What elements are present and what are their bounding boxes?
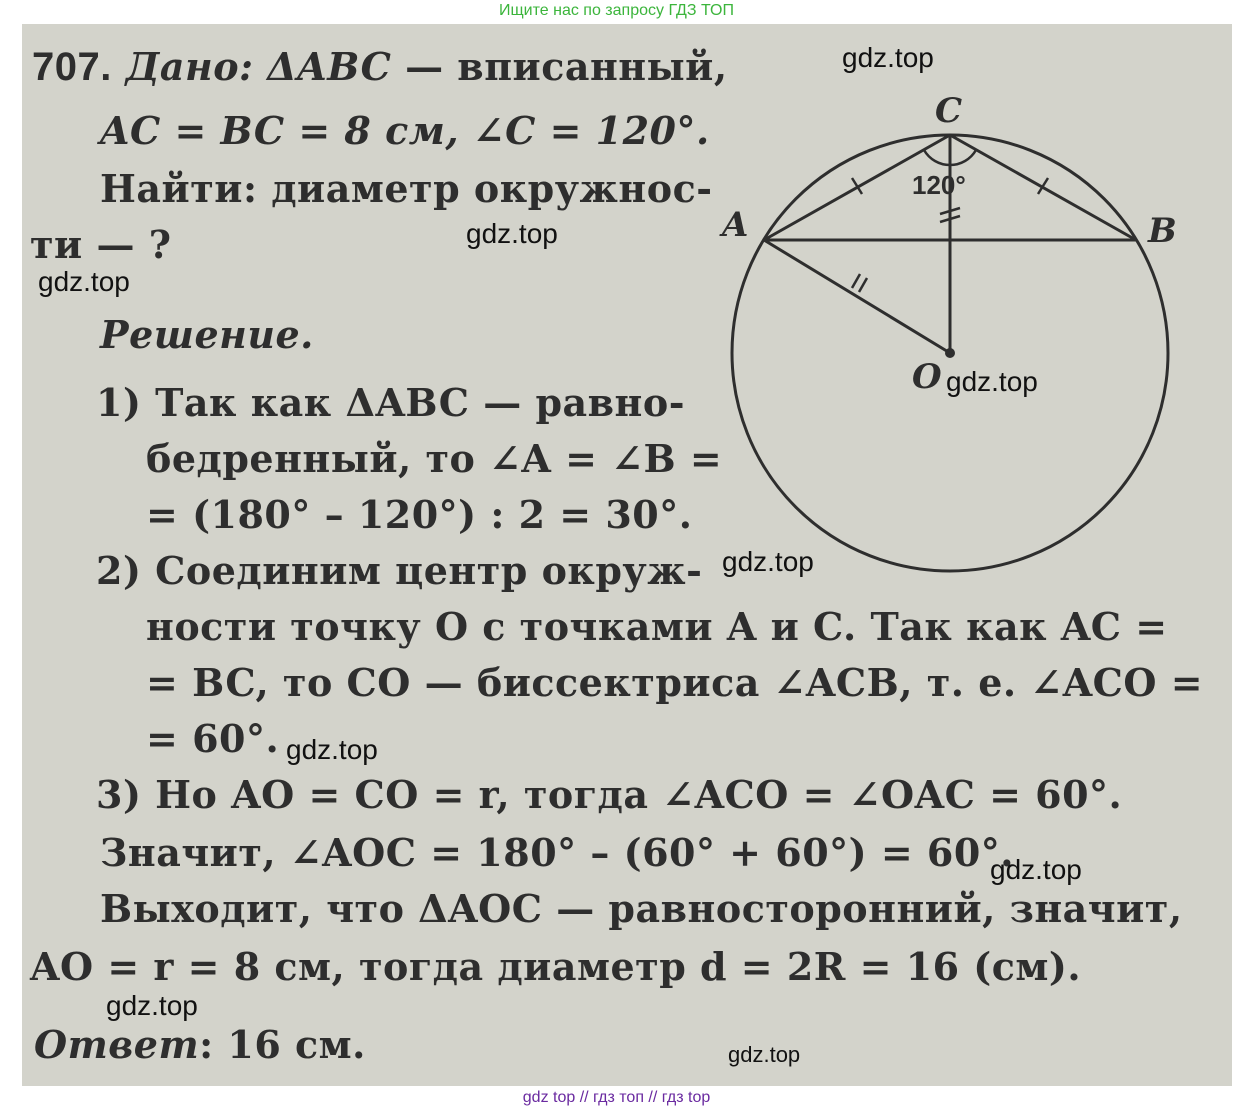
step-3-line-2: Значит, ∠AOC = 180° – (60° + 60°) = 60°. <box>100 830 1015 875</box>
top-banner[interactable]: Ищите нас по запросу ГДЗ ТОП <box>499 2 734 19</box>
label-a: A <box>722 205 749 245</box>
step-3-line-4: AO = r = 8 см, тогда диаметр d = 2R = 16 (см). <box>30 944 1082 989</box>
step-3-line-3: Выходит, что ΔAOC — равносторонний, значит, <box>100 886 1183 931</box>
find-line-cont: ти — ? <box>30 222 172 267</box>
watermark: gdz.top <box>286 734 378 765</box>
answer-value: : 16 см. <box>199 1022 366 1067</box>
step-2-line-2: ности точку O с точками A и C. Так как AC = <box>146 604 1168 649</box>
watermark: gdz.top <box>38 266 130 297</box>
answer-line <box>34 1022 366 1067</box>
label-b: B <box>1148 211 1177 251</box>
center-point <box>945 348 955 358</box>
watermark: gdz.top <box>106 990 198 1021</box>
answer-label: Ответ <box>34 1022 200 1067</box>
segment-ao <box>764 240 950 353</box>
watermark: gdz.top <box>466 218 558 249</box>
find-line: Найти: диаметр окружнос- <box>100 166 713 211</box>
step-1-line-1: 1) Так как ΔABC — равно- <box>96 380 685 425</box>
given-label: Дано: ΔABC <box>125 44 392 89</box>
step-2-line-3: = BC, то CO — биссектриса ∠ACB, т. е. ∠ACO = <box>146 660 1204 705</box>
label-o: O <box>912 357 942 397</box>
label-c: C <box>935 91 963 131</box>
angle-label: 120° <box>912 170 966 200</box>
step-1-line-2: бедренный, то ∠A = ∠B = <box>146 436 723 481</box>
watermark: gdz.top <box>722 546 814 577</box>
watermark: gdz.top <box>842 42 934 73</box>
step-3-line-1: 3) Но AO = CO = r, тогда ∠ACO = ∠OAC = 60°. <box>96 772 1123 817</box>
tick-ao-2 <box>859 278 867 292</box>
problem-line-1 <box>32 44 728 90</box>
step-2-line-4: = 60°. <box>146 716 280 761</box>
problem-number: 707. <box>32 45 112 89</box>
watermark: gdz.top <box>946 366 1038 397</box>
step-2-line-1: 2) Соединим центр окруж- <box>96 548 703 593</box>
watermark: gdz.top <box>728 1042 801 1067</box>
bottom-banner[interactable]: gdz top // гдз топ // гдз top <box>522 1089 711 1106</box>
circle-diagram <box>700 80 1180 580</box>
given-text: — вписанный, <box>391 44 728 89</box>
solution-heading: Решение. <box>100 312 314 357</box>
watermark: gdz.top <box>990 854 1082 885</box>
given-values: AC = BC = 8 см, ∠C = 120°. <box>100 108 710 153</box>
step-1-line-3: = (180° – 120°) : 2 = 30°. <box>146 492 693 537</box>
tick-ao-1 <box>852 274 860 288</box>
